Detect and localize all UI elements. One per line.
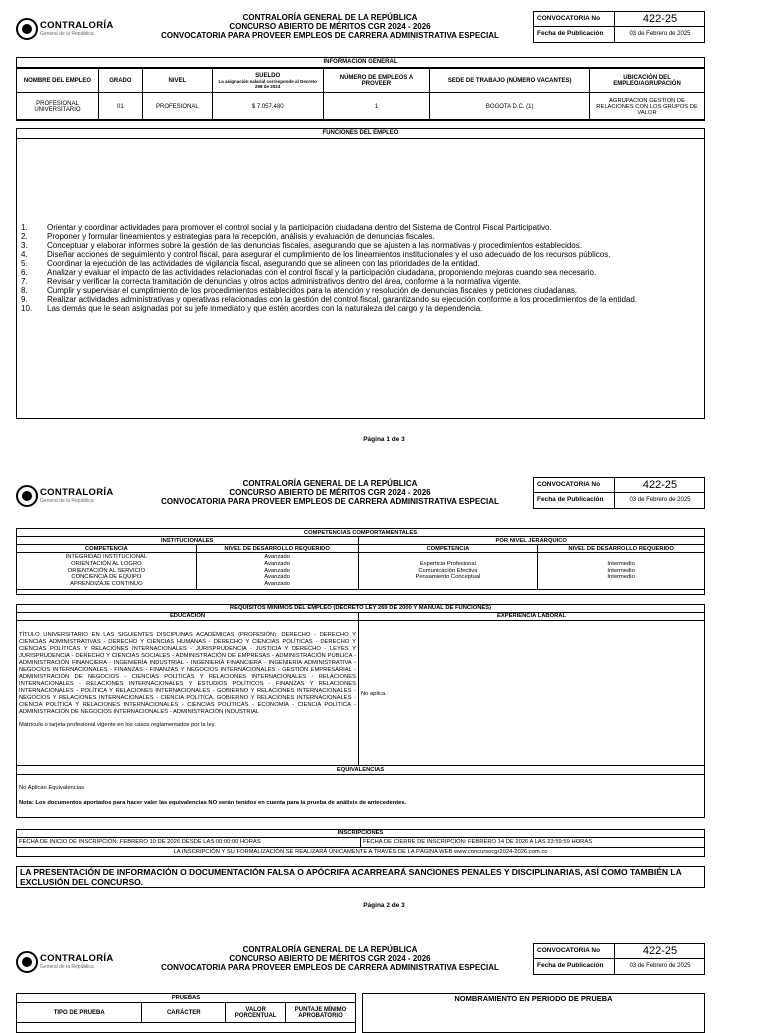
informacion-general-title: INFORMACIÓN GENERAL bbox=[17, 58, 704, 68]
convocatoria-number: 422-25 bbox=[642, 479, 678, 491]
nombramiento-title: NOMBRAMIENTO EN PERIODO DE PRUEBA bbox=[454, 994, 613, 1003]
publicacion-label: Fecha de Publicación bbox=[534, 27, 615, 42]
funcion-number: 10. bbox=[21, 304, 33, 313]
col-sueldo bbox=[212, 69, 323, 93]
nombramiento-section bbox=[362, 993, 705, 1033]
competencias-section bbox=[16, 528, 705, 595]
funcion-number: 3. bbox=[21, 241, 28, 250]
convocatoria-label: CONVOCATORIA No bbox=[534, 478, 615, 492]
cell-ubicacion: AGRUPACION GESTION DE RELACIONES CON LOS GRUPOS DE VALOR bbox=[590, 93, 705, 121]
competencia-entry: CONCIENCIA DE EQUIPO bbox=[71, 574, 142, 581]
page2-header bbox=[0, 477, 768, 517]
logo-subtitle: General de la República bbox=[40, 31, 94, 37]
funcion-text: Orientar y coordinar actividades para promover el control social y la participación ciudadana dentro del Sistema de Control Fiscal Participativo. bbox=[47, 223, 552, 232]
col-nivel: NIVEL bbox=[142, 69, 212, 93]
convocatoria-box bbox=[533, 943, 705, 975]
col-competencia-inst: COMPETENCIA bbox=[17, 545, 197, 553]
competencia-entry: INTEGRIDAD INSTITUCIONAL bbox=[65, 554, 148, 560]
header-title-3: CONVOCATORIA PARA PROVEER EMPLEOS DE CARRERA ADMINISTRATIVA ESPECIAL bbox=[161, 31, 499, 40]
jerarquico-title: POR NIVEL JERARQUICO bbox=[358, 537, 705, 545]
funcion-number: 5. bbox=[21, 259, 28, 268]
publicacion-label: Fecha de Publicación bbox=[534, 959, 615, 974]
funcion-text: Coordinar la ejecución de las actividades de vigilancia fiscal, asegurando que se alineen con las prioridades de la entidad. bbox=[47, 259, 480, 268]
logo-subtitle: General de la República bbox=[40, 498, 94, 504]
competencias-title: COMPETENCIAS COMPORTAMENTALES bbox=[17, 529, 705, 537]
funcion-item bbox=[21, 259, 721, 268]
funcion-text: Diseñar acciones de seguimiento y control fiscal, para asegurar el cumplimiento de los lineamientos institucionales y el uso adecuado de los recursos públicos. bbox=[47, 250, 611, 259]
competencia-entry: APRENDIZAJE CONTINUO bbox=[70, 581, 143, 588]
inscripciones-section bbox=[16, 829, 705, 857]
competencia-entry: Comunicación Efectiva bbox=[418, 567, 478, 574]
sueldo-note: La asignación salarial corresponde al Decreto 298 de 2024 bbox=[218, 78, 317, 89]
contraloria-logo-icon bbox=[16, 485, 38, 507]
col-competencia-jer: COMPETENCIA bbox=[358, 545, 538, 553]
competencia-entry: Pensamiento Conceptual bbox=[415, 574, 481, 581]
cell-nombre-empleo: PROFESIONAL UNIVERSITARIO bbox=[17, 93, 99, 121]
publicacion-date: 03 de Febrero de 2025 bbox=[629, 963, 691, 969]
advertencia-box: LA PRESENTACIÓN DE INFORMACIÓN O DOCUMENTACIÓN FALSA O APÓCRIFA ACARREARÁ SANCIONES PENALES Y DISCIPLINARIAS, ASÍ COMO TAMBIÉN LA EXCLUSIÓN DEL CONCURSO. bbox=[16, 866, 705, 888]
header-title-1: CONTRALORÍA GENERAL DE LA REPÚBLICA bbox=[242, 13, 418, 22]
inscripcion-cierre: FECHA DE CIERRE DE INSCRIPCIÓN: FEBRERO 14 DE 2026 A LAS 23:59:59 HORAS bbox=[363, 839, 593, 845]
contraloria-logo bbox=[16, 949, 126, 979]
header-title-1: CONTRALORÍA GENERAL DE LA REPÚBLICA bbox=[242, 479, 418, 488]
header-title-3: CONVOCATORIA PARA PROVEER EMPLEOS DE CARRERA ADMINISTRATIVA ESPECIAL bbox=[161, 963, 499, 972]
equivalencias-nota: Nota: Los documentos aportados para hacer valer las equivalencias NO serán tenidos en cuenta para la prueba de análisis de antecedentes. bbox=[19, 800, 407, 806]
pruebas-section bbox=[16, 993, 356, 1033]
cell-grado: 01 bbox=[98, 93, 142, 121]
convocatoria-label: CONVOCATORIA No bbox=[534, 944, 615, 958]
publicacion-date: 03 de Febrero de 2025 bbox=[629, 497, 691, 503]
funcion-item bbox=[21, 241, 721, 250]
cell-nivel: PROFESIONAL bbox=[142, 93, 212, 121]
competencia-entry: ORIENTACIÓN AL SERVICIO bbox=[67, 567, 145, 574]
funcion-number: 7. bbox=[21, 277, 28, 286]
jer-competencias-cell bbox=[358, 553, 538, 590]
matricula-text: Matrícula o tarjeta profesional vigente en los casos reglamentados por la ley. bbox=[19, 722, 216, 728]
col-ubicacion: UBICACIÓN DEL EMPLEO/AGRUPACIÓN bbox=[590, 69, 705, 93]
funcion-item bbox=[21, 277, 721, 286]
experiencia-header: EXPERIENCIA LABORAL bbox=[359, 613, 704, 621]
funcion-text: Realizar actividades administrativas y operativas relacionadas con la gestión del control fiscal, garantizando su ejecución conforme a los procedimientos de la entidad. bbox=[47, 295, 638, 304]
col-nombre-empleo: NOMBRE DEL EMPLEO bbox=[17, 69, 99, 93]
publicacion-date: 03 de Febrero de 2025 bbox=[629, 31, 691, 37]
header-title-2: CONCURSO ABIERTO DE MÉRITOS CGR 2024 - 2026 bbox=[229, 22, 431, 31]
cell-numero-empleos: 1 bbox=[323, 93, 430, 121]
header-title-2: CONCURSO ABIERTO DE MÉRITOS CGR 2024 - 2026 bbox=[229, 488, 431, 497]
logo-name: CONTRALORÍA bbox=[40, 487, 114, 498]
logo-name: CONTRALORÍA bbox=[40, 953, 114, 964]
col-numero-empleos: NÚMERO DE EMPLEOS A PROVEER bbox=[323, 69, 430, 93]
educacion-cell bbox=[17, 621, 359, 766]
convocatoria-number: 422-25 bbox=[642, 945, 678, 957]
pruebas-title: PRUEBAS bbox=[17, 994, 355, 1003]
competencia-entry: ORIENTACIÓN AL LOGRO bbox=[71, 560, 142, 567]
contraloria-logo bbox=[16, 483, 126, 513]
educacion-header: EDUCACIÓN bbox=[17, 613, 359, 621]
header-title-2: CONCURSO ABIERTO DE MÉRITOS CGR 2024 - 2026 bbox=[229, 954, 431, 963]
institucionales-title: INSTITUCIONALES bbox=[17, 537, 359, 545]
equivalencias-text: No Aplican Equivalencias bbox=[19, 785, 85, 791]
table-row bbox=[17, 93, 705, 121]
funcion-text: Proponer y formular lineamientos y estrategias para la recepción, análisis y evaluación de denuncias fiscales. bbox=[47, 232, 435, 241]
col-nivel-inst: NIVEL DE DESARROLLO REQUERIDO bbox=[196, 545, 358, 553]
educacion-text: TÍTULO UNIVERSITARIO EN LAS SIGUIENTES DISCIPLINAS ACADÉMICAS (PROFESIÓN): DERECHO - DERECHO Y CIENCIAS ADMINISTRATIVAS - DERECHO Y CIENCIAS HUMANAS - DERECHO Y CIENCIAS POLÍTICAS - DERECHO Y CIENCIAS POLÍTICAS Y RELACIONES INTERNACIONALES - JURISPRUDENCIA - JUSTICIA Y DERECHO - LEYES Y JURISPRUDENCIA - DERECHO Y CIENCIAS SOCIALES - ADMINISTRACIÓN DE EMPRESAS - ADMINISTRACIÓN PÚBLICA - ADMINISTRACIÓN FINANCIERA - INGENIERÍA INDUSTRIAL - INGENIERÍA FINANCIERA - INGENIERÍA ADMINISTRATIVA - NEGOCIOS INTERNACIONALES - FINANZAS - FINANZAS Y NEGOCIOS INTERNACIONALES - GESTIÓN EMPRESARIAL - ADMINISTRACIÓN DE NEGOCIOS - CIENCIAS POLÍTICAS Y RELACIONES INTERNACIONALES - RELACIONES INTERNACIONALES - RELACIONES INTERNACIONALES Y ESTUDIOS POLÍTICOS - FINANZAS Y RELACIONES INTERNACIONALES - POLÍTICA Y RELACIONES INTERNACIONALES - GOBIERNO Y RELACIONES INTERNACIONALES - NEGOCIOS Y RELACIONES INTERNACIONALES - CIENCIA POLÍTICA, GOBIERNO Y RELACIONES INTERNACIONALES - CIENCIA POLÍTICA Y RELACIONES INTERNACIONALES - CIENCIAS POLÍTICAS - ECONOMÍA - CIENCIA POLÍTICA - ADMINISTRACIÓN DE NEGOCIOS INTERNACIONALES - ADMINISTRACIÓN INDUSTRIAL bbox=[19, 632, 356, 715]
equivalencias-title: EQUIVALENCIAS bbox=[17, 766, 704, 775]
funcion-number: 8. bbox=[21, 286, 28, 295]
funciones-title: FUNCIONES DEL EMPLEO bbox=[17, 129, 704, 139]
competencia-entry: Intermedio bbox=[607, 560, 635, 567]
contraloria-logo bbox=[16, 16, 126, 46]
funcion-text: Cumplir y supervisar el cumplimiento de los procedimientos establecidos para la atención y resolución de denuncias fiscales y peticiones ciudadanas. bbox=[47, 286, 578, 295]
competencia-entry: Avanzado bbox=[264, 554, 290, 560]
funcion-item bbox=[21, 232, 721, 241]
competencia-entry: Intermedio bbox=[607, 574, 635, 581]
funcion-number: 2. bbox=[21, 232, 28, 241]
competencia-entry: Intermedio bbox=[607, 567, 635, 574]
page-number-1: Página 1 de 3 bbox=[363, 436, 405, 443]
col-caracter: CARÁCTER bbox=[142, 1003, 226, 1023]
cell-sede: BOGOTA D.C. (1) bbox=[430, 93, 590, 121]
funcion-item bbox=[21, 250, 721, 259]
inst-niveles-cell bbox=[196, 553, 358, 590]
convocatoria-label: CONVOCATORIA No bbox=[534, 12, 615, 26]
informacion-general-section bbox=[16, 57, 705, 120]
funcion-item bbox=[21, 304, 721, 313]
col-grado: GRADO bbox=[98, 69, 142, 93]
contraloria-logo-icon bbox=[16, 18, 38, 40]
sueldo-label: SUELDO bbox=[255, 72, 281, 79]
col-tipo-prueba: TIPO DE PRUEBA bbox=[17, 1003, 142, 1023]
header-title-3: CONVOCATORIA PARA PROVEER EMPLEOS DE CARRERA ADMINISTRATIVA ESPECIAL bbox=[161, 497, 499, 506]
inscripcion-inicio: FECHA DE INICIO DE INSCRIPCIÓN: FEBRERO 10 DE 2026 DESDE LAS 00:00:00 HORAS bbox=[19, 838, 361, 847]
competencia-entry: Avanzado bbox=[264, 560, 290, 567]
col-sede: SEDE DE TRABAJO (NÚMERO VACANTES) bbox=[430, 69, 590, 93]
convocatoria-box bbox=[533, 11, 705, 43]
funcion-text: Analizar y evaluar el impacto de las actividades relacionadas con el control fiscal y la participación ciudadana, proponiendo mejoras cuando sea necesario. bbox=[47, 268, 597, 277]
funcion-number: 6. bbox=[21, 268, 28, 277]
col-valor-porcentual: VALOR PORCENTUAL bbox=[226, 1003, 286, 1023]
page-number-2: Página 2 de 3 bbox=[363, 902, 405, 909]
competencia-entry: Avanzado bbox=[264, 574, 290, 581]
competencia-entry: Experticia Profesional bbox=[419, 560, 476, 567]
col-nivel-jer: NIVEL DE DESARROLLO REQUERIDO bbox=[538, 545, 705, 553]
competencia-entry: Avanzado bbox=[264, 581, 290, 588]
inst-competencias-cell bbox=[17, 553, 197, 590]
funcion-number: 9. bbox=[21, 295, 28, 304]
jer-niveles-cell bbox=[538, 553, 705, 590]
funcion-item bbox=[21, 295, 721, 304]
page1-header bbox=[0, 10, 768, 50]
requisitos-section bbox=[16, 604, 705, 818]
convocatoria-number: 422-25 bbox=[642, 13, 678, 25]
funcion-item bbox=[21, 223, 721, 232]
funcion-text: Conceptuar y elaborar informes sobre la gestión de las denuncias fiscales, asegurando que se ajusten a las normativas y procedimientos establecidos. bbox=[47, 241, 582, 250]
funcion-number: 1. bbox=[21, 223, 28, 232]
inscripcion-web: LA INSCRIPCIÓN Y SU FORMALIZACIÓN SE REALIZARÁ ÚNICAMENTE A TRAVÉS DE LA PÁGINA WEB www.concursocgr2024-2026.com.co bbox=[17, 847, 704, 857]
funcion-text: Las demás que le sean asignadas por su jefe inmediato y que estén acordes con la naturaleza del cargo y la dependencia. bbox=[47, 304, 483, 313]
competencia-entry: Avanzado bbox=[264, 567, 290, 574]
funcion-number: 4. bbox=[21, 250, 28, 259]
contraloria-logo-icon bbox=[16, 951, 38, 973]
logo-subtitle: General de la República bbox=[40, 964, 94, 970]
funcion-item bbox=[21, 286, 721, 295]
experiencia-text: No aplica. bbox=[361, 691, 387, 697]
col-puntaje-minimo: PUNTAJE MÍNIMO APROBATORIO bbox=[286, 1003, 356, 1023]
funciones-list bbox=[21, 223, 721, 313]
funcion-item bbox=[21, 268, 721, 277]
convocatoria-box bbox=[533, 477, 705, 509]
logo-name: CONTRALORÍA bbox=[40, 20, 114, 31]
funcion-text: Revisar y verificar la correcta tramitación de denuncias y otros actos administrativos dentro del área, conforme a la normativa vigente. bbox=[47, 277, 521, 286]
page3-header bbox=[0, 943, 768, 983]
experiencia-cell bbox=[359, 621, 704, 766]
cell-sueldo: $ 7.057.480 bbox=[212, 93, 323, 121]
funciones-section bbox=[16, 128, 705, 419]
header-title-1: CONTRALORÍA GENERAL DE LA REPÚBLICA bbox=[242, 945, 418, 954]
requisitos-title: REQUISITOS MÍNIMOS DEL EMPLEO (DECRETO LEY 269 DE 2000 Y MANUAL DE FUNCIONES) bbox=[17, 605, 704, 613]
inscripciones-title: INSCRIPCIONES bbox=[17, 830, 704, 838]
publicacion-label: Fecha de Publicación bbox=[534, 493, 615, 508]
